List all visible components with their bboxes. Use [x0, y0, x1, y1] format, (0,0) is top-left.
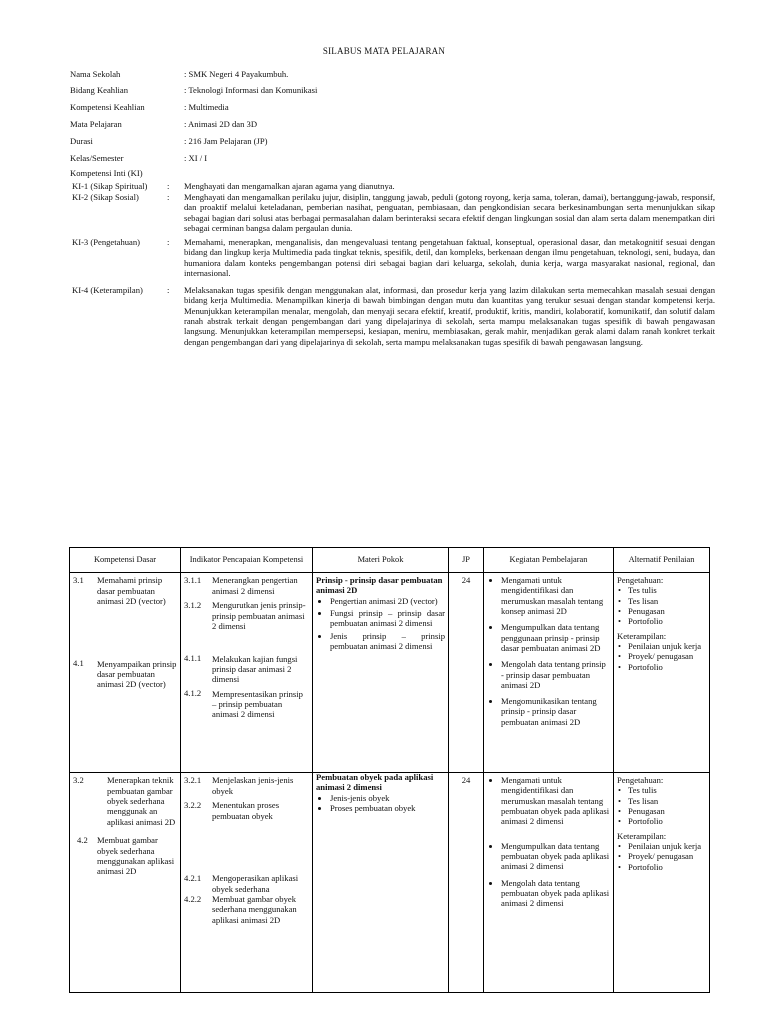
list-item: • Proses pembuatan obyek [330, 803, 445, 813]
list-item: • Tes lisan [626, 596, 706, 606]
list-item: • Proyek/ penugasan [626, 651, 706, 661]
cell-kd [70, 773, 181, 993]
list-item: • Tes tulis [626, 585, 706, 595]
list-item: • Penilaian unjuk kerja [626, 641, 706, 651]
list-item: • Tes lisan [626, 796, 706, 806]
cell-kegiatan [484, 773, 614, 993]
cell-jp: 24 [449, 773, 484, 993]
list-item: • Portofolio [626, 662, 706, 672]
info-label: Nama Sekolah [70, 69, 121, 79]
penilaian-list [617, 841, 706, 872]
ki-text: Menghayati dan mengamalkan perilaku jujur, disiplin, tanggung jawab, peduli (gotong royong, kerja sama, toleran, damai), bertanggung-jawab, responsif, dan proaktif melalui keteladanan, pemberian nasihat, penguatan, pembiasaan, dan pengkondisian secara berkesinambungan serta menunjukkan sikap sebagai bagian dari solusi atas berbagai permasalahan dalam berinteraksi secara efektif dengan lingkungan sosial dan alam serta dalam menempatkan diri sebagai cerminan bangsa dalam pergaulan dunia. [184, 192, 715, 233]
kd-text: Memahami prinsip dasar pembuatan animasi 2D (vector) [97, 575, 166, 606]
cell-ipk [181, 773, 313, 993]
materi-list [316, 596, 445, 652]
list-item: • Penilaian unjuk kerja [626, 841, 706, 851]
info-value: : Animasi 2D dan 3D [184, 119, 258, 129]
penilaian-list [617, 585, 706, 626]
cell-materi [313, 573, 449, 773]
ki-colon: : [167, 181, 170, 191]
info-label: Kompetensi Keahlian [70, 102, 145, 112]
ki-text: Memahami, menerapkan, menganalisis, dan mengevaluasi tentang pengetahuan faktual, konseptual, operasional dasar, dan metakognitif sesuai dengan bidang dan lingkup kerja Multimedia pada tingkat teknis, spesifik, detil, dan kompleks, berkenaan dengan ilmu pengetahuan, teknologi, seni, budaya, dan humaniora dalam konteks pengembangan potensi diri sebagai bagian dari keluarga, sekolah, dunia kerja, warga masyarakat nasional, regional, dan internasional. [184, 237, 715, 278]
ipk-number: 4.2.2 [184, 893, 202, 904]
ipk-number: 3.2.1 [184, 775, 202, 785]
cell-penilaian [614, 573, 710, 773]
kd-number: 4.2 [77, 834, 88, 845]
list-item: • Fungsi prinsip – prinsip dasar pembuatan animasi 2 dimensi [330, 608, 445, 629]
ipk-number: 3.1.1 [184, 575, 202, 585]
ipk-number: 3.2.2 [184, 799, 202, 810]
list-item: • Mengolah data tentang pembuatan obyek pada aplikasi animasi 2 dimensi [501, 878, 610, 909]
header-ipk: Indikator Pencapaian Kompetensi [181, 548, 313, 573]
kegiatan-list [487, 775, 610, 908]
penilaian-list [617, 641, 706, 672]
list-item: • Mengamati untuk mengidentifikasi dan merumuskan masalah tentang konsep animasi 2D [501, 575, 610, 616]
ki-text: Melaksanakan tugas spesifik dengan menggunakan alat, informasi, dan prosedur kerja yang lazim dilakukan serta memecahkan masalah sesuai dengan bidang kerja Multimedia. Menampilkan kinerja di bawah bimbingan dengan mutu dan kuantitas yang terukur sesuai dengan standar kompetensi kerja. Menunjukkan keterampilan menalar, mengolah, dan menyaji secara efektif, kreatif, produktif, kritis, mandiri, kolaboratif, komunikatif, dan solutif dalam ranah abstrak terkait dengan pengembangan dari yang dipelajarinya di sekolah, serta mampu melaksanakan tugas spesifik di bawah pengawasan langsung. Menunjukkan keterampilan mempersepsi, kesiapan, meniru, membiasakan, gerak mahir, menjadikan gerak alami dalam ranah konkret terkait dengan pengembangan dari yang dipelajarinya di sekolah, serta mampu melaksanakan tugas spesifik di bawah pengawasan langsung. [184, 285, 715, 347]
ipk-text: Mempresentasikan prinsip – prinsip pembuatan animasi 2 dimensi [212, 688, 303, 720]
penilaian-label: Pengetahuan: [617, 575, 664, 585]
info-label: Mata Pelajaran [70, 119, 122, 129]
list-item: • Mengomunikasikan tentang prinsip - prinsip dasar pembuatan animasi 2D [501, 696, 610, 727]
ki-label: KI-1 (Sikap Spiritual) [72, 181, 148, 191]
list-item: • Jenis-jenis obyek [330, 793, 445, 803]
info-value: : Multimedia [184, 102, 229, 112]
list-item: • Mengolah data tentang prinsip - prinsip dasar pembuatan animasi 2D [501, 659, 610, 690]
info-value: : Teknologi Informasi dan Komunikasi [184, 85, 318, 95]
kd-text: Membuat gambar obyek sederhana menggunakan aplikasi animasi 2D [97, 835, 175, 877]
list-item: • Mengumpulkan data tentang pembuatan obyek pada aplikasi animasi 2 dimensi [501, 841, 610, 872]
cell-kegiatan [484, 573, 614, 773]
info-label: Kelas/Semester [70, 153, 124, 163]
info-value: : XI / I [184, 153, 208, 163]
penilaian-label: Pengetahuan: [617, 775, 664, 785]
cell-kd [70, 573, 181, 773]
list-item: • Portofolio [626, 816, 706, 826]
materi-title: Prinsip - prinsip dasar pembuatan animasi 2D [316, 575, 443, 596]
kd-number: 3.2 [73, 775, 84, 785]
header-kd: Kompetensi Dasar [70, 548, 181, 573]
list-item: • Tes tulis [626, 785, 706, 795]
header-jp: JP [449, 548, 484, 573]
info-label: Durasi [70, 136, 93, 146]
ki-label: KI-2 (Sikap Sosial) [72, 192, 139, 202]
header-materi: Materi Pokok [313, 548, 449, 573]
list-item: • Mengumpulkan data tentang penggunaan prinsip - prinsip dasar pembuatan animasi 2D [501, 622, 610, 653]
list-item: • Pengertian animasi 2D (vector) [330, 596, 445, 606]
header-penilaian: Alternatif Penilaian [614, 548, 710, 573]
info-value: : SMK Negeri 4 Payakumbuh. [184, 69, 289, 79]
kd-text: Menerapkan teknik pembuatan gambar obyek sederhana menggunak an aplikasi animasi 2D [107, 775, 176, 827]
ipk-number: 3.1.2 [184, 599, 202, 610]
cell-ipk [181, 573, 313, 773]
ki-heading: Kompetensi Inti (KI) [70, 168, 143, 178]
ipk-number: 4.1.1 [184, 653, 202, 664]
header-kegiatan: Kegiatan Pembelajaran [484, 548, 614, 573]
list-item: • Proyek/ penugasan [626, 851, 706, 861]
ki-label: KI-3 (Pengetahuan) [72, 237, 141, 247]
info-label: Bidang Keahlian [70, 85, 128, 95]
ki-colon: : [167, 192, 170, 202]
materi-list [316, 793, 445, 814]
ki-text: Menghayati dan mengamalkan ajaran agama yang dianutnya. [184, 181, 395, 191]
syllabus-table [69, 547, 710, 993]
kd-text: Menyampaikan prinsip dasar pembuatan animasi 2D (vector) [97, 658, 177, 690]
cell-materi [313, 773, 449, 993]
ipk-number: 4.1.2 [184, 688, 202, 699]
ipk-text: Mengurutkan jenis prinsip-prinsip pembuatan animasi 2 dimensi [212, 600, 306, 631]
kegiatan-list [487, 575, 610, 727]
penilaian-label: Keterampilan: [617, 630, 667, 641]
table-row [70, 573, 710, 773]
list-item: • Penugasan [626, 806, 706, 816]
table-header-row [70, 548, 710, 573]
kd-number: 4.1 [73, 658, 84, 669]
ki-colon: : [167, 237, 170, 247]
list-item: • Portofolio [626, 862, 706, 872]
penilaian-list [617, 785, 706, 826]
ki-colon: : [167, 285, 170, 295]
ki-label: KI-4 (Keterampilan) [72, 285, 143, 295]
list-item: • Jenis prinsip – prinsip pembuatan animasi 2 dimensi [330, 631, 445, 652]
ipk-text: Menentukan proses pembuatan obyek [212, 800, 280, 821]
cell-penilaian [614, 773, 710, 993]
ipk-text: Menerangkan pengertian animasi 2 dimensi [212, 575, 298, 596]
penilaian-label: Keterampilan: [617, 830, 667, 841]
document-title: SILABUS MATA PELAJARAN [322, 46, 446, 56]
ipk-text: Menjelaskan jenis-jenis obyek [212, 775, 294, 796]
materi-title: Pembuatan obyek pada aplikasi animasi 2 dimensi [316, 772, 434, 793]
ipk-number: 4.2.1 [184, 872, 202, 883]
cell-jp: 24 [449, 573, 484, 773]
table-row [70, 773, 710, 993]
ipk-text: Melakukan kajian fungsi prinsip dasar animasi 2 dimensi [212, 653, 298, 685]
list-item: • Penugasan [626, 606, 706, 616]
list-item: • Mengamati untuk mengidentifikasi dan merumuskan masalah tentang pembuatan obyek pada aplikasi animasi 2 dimensi [501, 775, 610, 827]
kd-number: 3.1 [73, 575, 84, 585]
info-value: : 216 Jam Pelajaran (JP) [184, 136, 268, 146]
ipk-text: Membuat gambar obyek sederhana menggunakan aplikasi animasi 2D [212, 894, 297, 925]
ipk-text: Mengoperasikan aplikasi obyek sederhana [212, 873, 299, 894]
list-item: • Portofolio [626, 616, 706, 626]
